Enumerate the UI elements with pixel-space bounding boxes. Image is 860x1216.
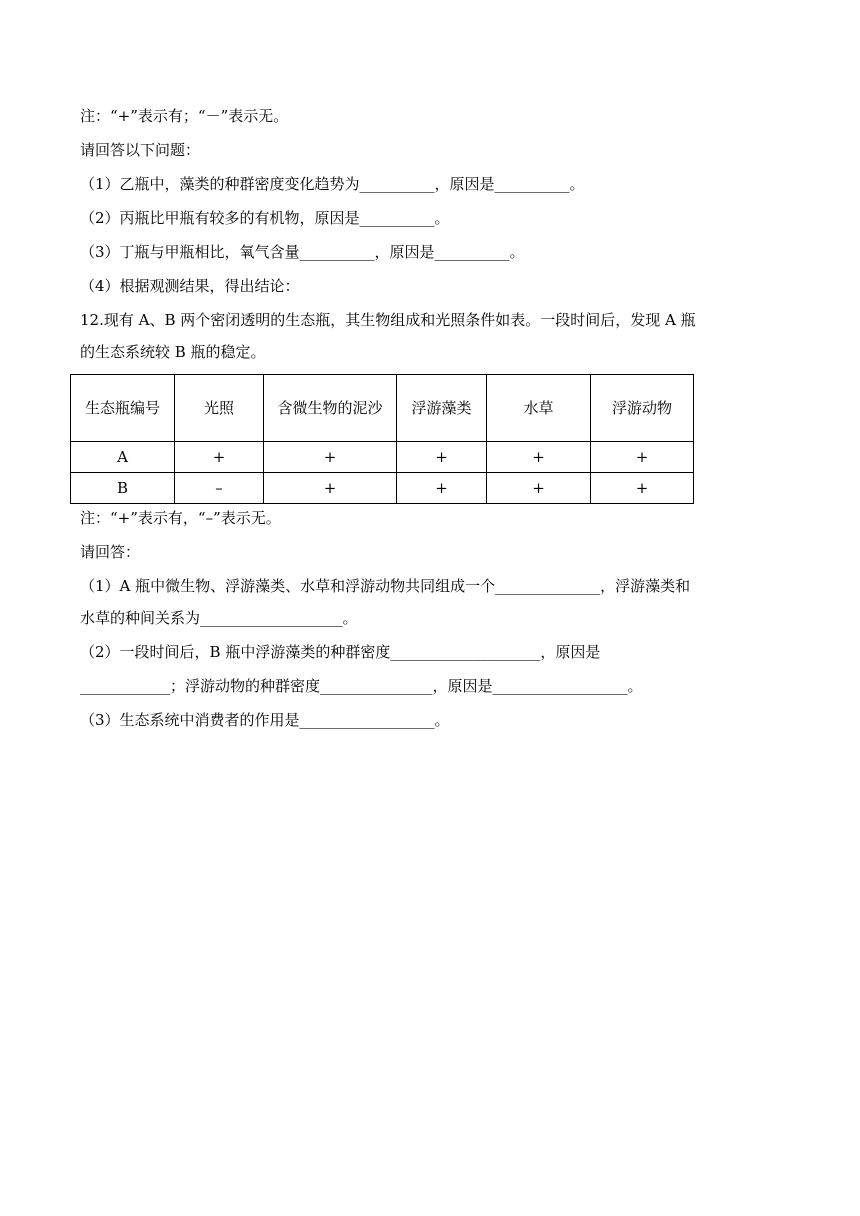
question-12-2a: （2）一段时间后，B 瓶中浮游藻类的种群密度____________________，原因是 xyxy=(80,643,601,661)
ecosystem-table xyxy=(70,374,694,504)
question-1-1: （1）乙瓶中，藻类的种群密度变化趋势为__________，原因是__________。 xyxy=(80,175,585,193)
note-line-1: 注：“+”表示有；“－”表示无。 xyxy=(80,107,289,125)
note-line-2: 注：“+”表示有，“–”表示无。 xyxy=(80,509,281,527)
table-cell: + xyxy=(397,473,487,504)
question-12-intro-b: 的生态系统较 B 瓶的稳定。 xyxy=(80,343,266,361)
table-row xyxy=(71,473,694,504)
prompt-line-1: 请回答以下问题： xyxy=(80,141,201,159)
table-cell: A xyxy=(71,442,175,473)
table-header-cell: 生态瓶编号 xyxy=(71,375,175,442)
question-12-1b: 水草的种间关系为___________________。 xyxy=(80,609,358,627)
prompt-line-2: 请回答： xyxy=(80,543,141,561)
table-header-cell: 光照 xyxy=(175,375,264,442)
table-cell: + xyxy=(264,473,397,504)
question-12-3: （3）生态系统中消费者的作用是__________________。 xyxy=(80,711,450,729)
table-cell: + xyxy=(264,442,397,473)
table-cell: + xyxy=(487,442,591,473)
table-row xyxy=(71,442,694,473)
table-cell: + xyxy=(591,442,694,473)
question-12-intro-a: 12.现有 A、B 两个密闭透明的生态瓶，其生物组成和光照条件如表。一段时间后，发现 A 瓶 xyxy=(80,311,696,329)
table-header-cell: 含微生物的泥沙 xyxy=(264,375,397,442)
table-header-row xyxy=(71,375,694,442)
question-1-3: （3）丁瓶与甲瓶相比，氧气含量__________，原因是__________。 xyxy=(80,243,525,261)
table-cell: + xyxy=(591,473,694,504)
table-cell: + xyxy=(175,442,264,473)
table-cell: – xyxy=(175,473,264,504)
table-header-cell: 水草 xyxy=(487,375,591,442)
table-header-cell: 浮游藻类 xyxy=(397,375,487,442)
table-cell: B xyxy=(71,473,175,504)
table-cell: + xyxy=(397,442,487,473)
table-header-cell: 浮游动物 xyxy=(591,375,694,442)
question-12-2b: ____________；浮游动物的种群密度_______________，原因是__________________。 xyxy=(80,677,643,695)
question-1-2: （2）丙瓶比甲瓶有较多的有机物，原因是__________。 xyxy=(80,209,450,227)
table-cell: + xyxy=(487,473,591,504)
question-12-1a: （1）A 瓶中微生物、浮游藻类、水草和浮游动物共同组成一个______________，浮游藻类和 xyxy=(80,577,691,595)
question-1-4: （4）根据观测结果，得出结论： xyxy=(80,277,300,295)
